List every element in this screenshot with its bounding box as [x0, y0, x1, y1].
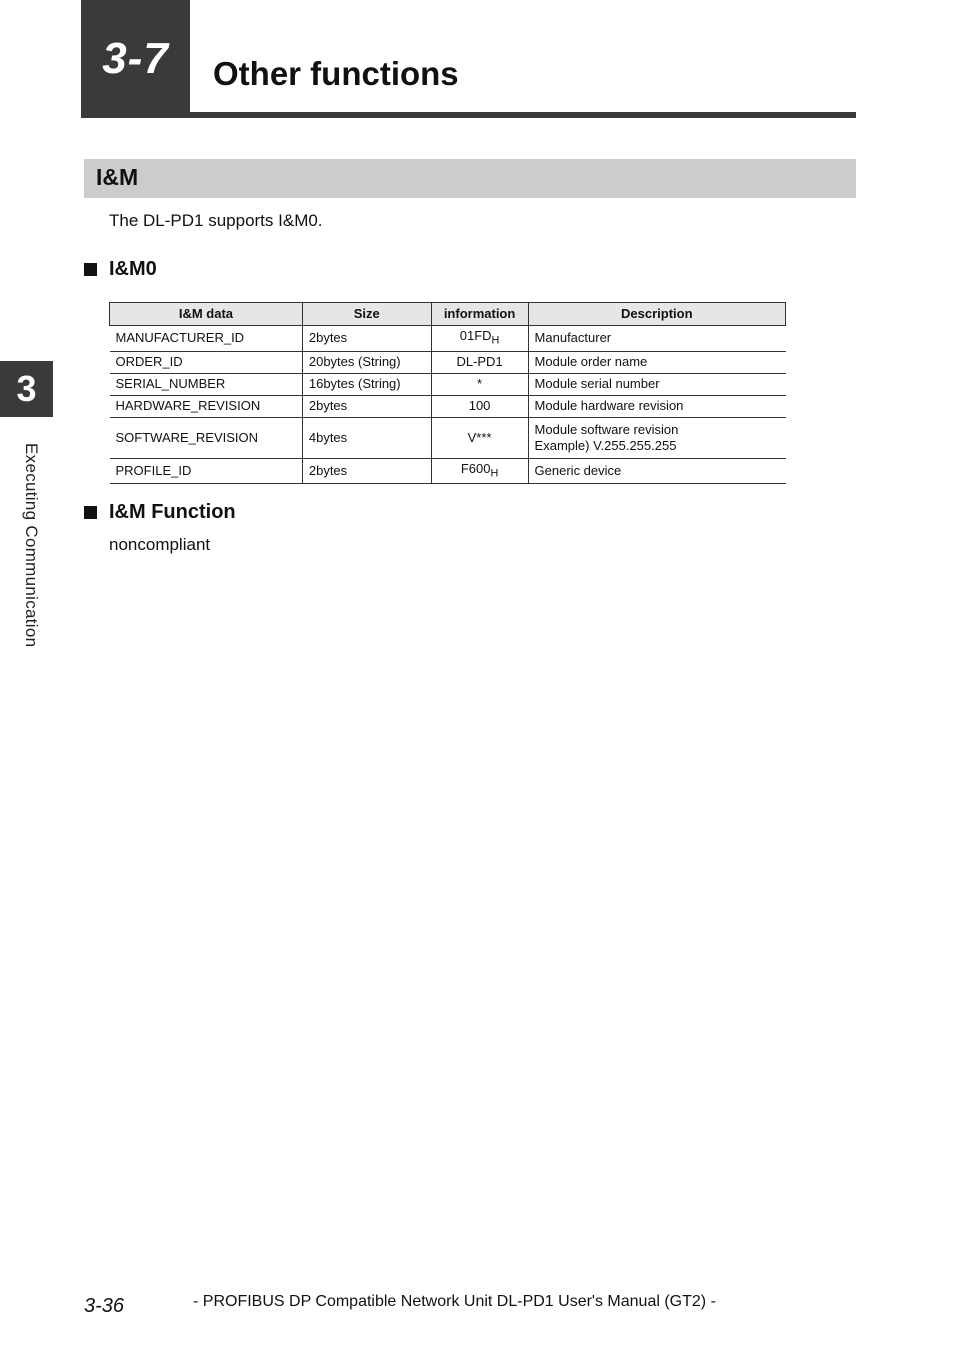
side-tab-number: 3 — [16, 368, 37, 409]
size-cell: 2bytes — [302, 458, 431, 484]
section-bar — [84, 159, 856, 198]
im-data-cell: HARDWARE_REVISION — [110, 395, 303, 417]
info-subscript: H — [491, 334, 500, 347]
im-function-heading — [84, 501, 236, 524]
chapter-number-block — [81, 0, 190, 118]
im-function-text: noncompliant — [109, 535, 211, 554]
column-header: Description — [528, 303, 785, 326]
section-title: I&M — [96, 164, 139, 190]
title-rule — [81, 112, 856, 118]
description-example: Example) V.255.255.255 — [534, 437, 677, 453]
info-cell: * — [431, 373, 528, 395]
im0-heading — [84, 258, 157, 281]
table-row — [110, 351, 786, 373]
column-header: I&M data — [110, 303, 303, 326]
table-row — [110, 373, 786, 395]
im-data-cell: PROFILE_ID — [110, 458, 303, 484]
description-line: Module software revision — [534, 421, 679, 437]
chapter-side-tab — [0, 361, 53, 417]
table-row — [110, 417, 786, 458]
size-cell: 2bytes — [302, 395, 431, 417]
chapter-number: 3-7 — [102, 34, 169, 83]
info-cell — [431, 458, 528, 484]
table-row — [110, 326, 786, 352]
size-cell: 4bytes — [302, 417, 431, 458]
size-cell: 2bytes — [302, 326, 431, 352]
description-cell — [528, 417, 785, 458]
im-data-cell: MANUFACTURER_ID — [110, 326, 303, 352]
im-data-cell: SERIAL_NUMBER — [110, 373, 303, 395]
column-header: information — [431, 303, 528, 326]
page-number: 3-36 — [84, 1295, 125, 1317]
description-cell: Manufacturer — [528, 326, 785, 352]
info-cell — [431, 326, 528, 352]
square-bullet-icon — [84, 263, 97, 276]
im0-table — [109, 302, 786, 484]
im-function-heading-label: I&M Function — [109, 501, 236, 523]
description-cell: Module order name — [528, 351, 785, 373]
table-header-row — [110, 303, 786, 326]
column-header: Size — [302, 303, 431, 326]
size-cell: 16bytes (String) — [302, 373, 431, 395]
table-row — [110, 395, 786, 417]
info-subscript: H — [490, 467, 499, 480]
side-tab-label: Executing Communication — [22, 443, 41, 648]
im0-heading-label: I&M0 — [109, 258, 157, 280]
info-value: 01FD — [459, 328, 492, 343]
im-data-cell: ORDER_ID — [110, 351, 303, 373]
im-data-cell: SOFTWARE_REVISION — [110, 417, 303, 458]
description-cell: Module serial number — [528, 373, 785, 395]
description-cell: Generic device — [528, 458, 785, 484]
info-cell: V*** — [431, 417, 528, 458]
intro-text: The DL-PD1 supports I&M0. — [109, 211, 323, 230]
square-bullet-icon — [84, 506, 97, 519]
info-value: F600 — [460, 460, 491, 476]
info-cell: DL-PD1 — [431, 351, 528, 373]
description-cell: Module hardware revision — [528, 395, 785, 417]
info-cell: 100 — [431, 395, 528, 417]
size-cell: 20bytes (String) — [302, 351, 431, 373]
page-title: Other functions — [213, 55, 459, 92]
footer-manual-title: - PROFIBUS DP Compatible Network Unit DL-PD1 User's Manual (GT2) - — [193, 1293, 716, 1310]
table-row — [110, 458, 786, 484]
